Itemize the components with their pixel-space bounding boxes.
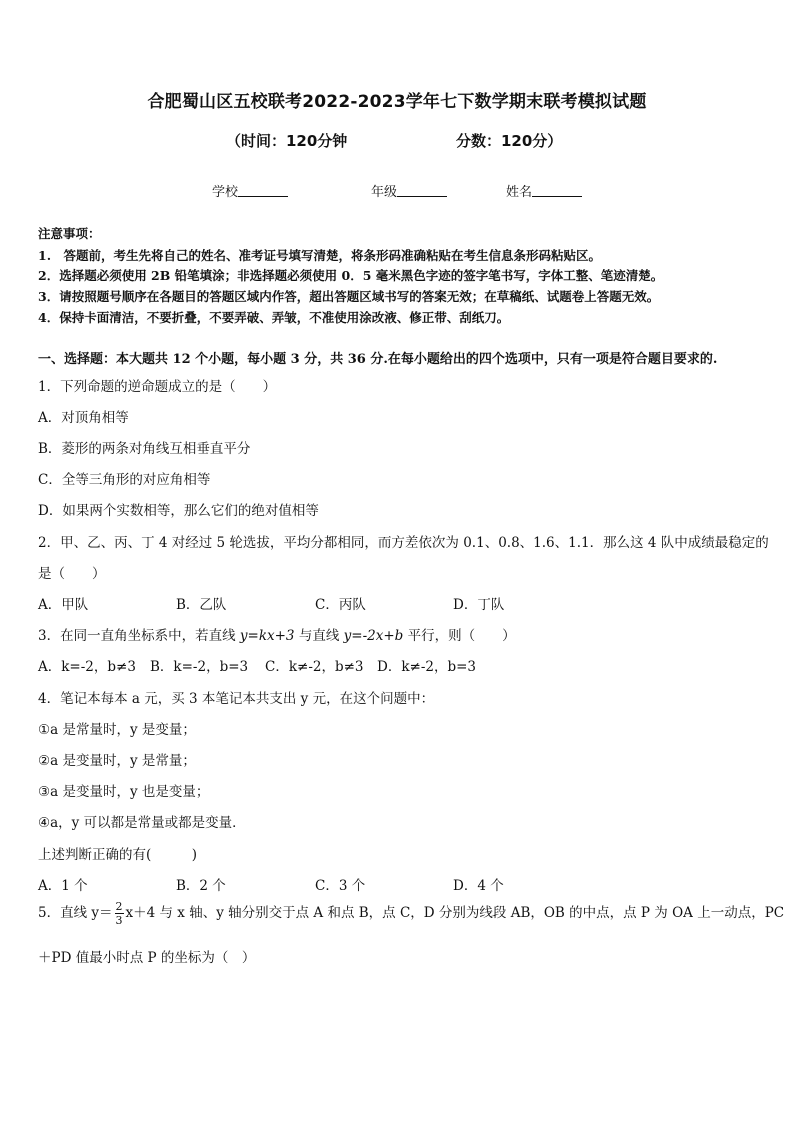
q4-option-c: C．3 个: [315, 878, 366, 894]
q3-option-d: D．k≠-2，b=3: [377, 659, 477, 675]
exam-time: （时间：120分钟: [226, 132, 348, 150]
fraction-numerator: 2: [115, 900, 123, 913]
q4-option-a: A．1 个: [38, 878, 88, 894]
q3-option-a: A．k=-2，b≠3: [38, 659, 136, 675]
q4-option-d: D．4 个: [453, 878, 504, 894]
q5-text: 5．直线 y＝: [38, 905, 113, 921]
q1-option-b: B．菱形的两条对角线互相垂直平分: [38, 441, 251, 457]
school-blank[interactable]: [238, 184, 288, 197]
grade-field: [371, 181, 447, 200]
q2-option-d: D．丁队: [453, 597, 505, 613]
grade-label: 年级: [371, 185, 398, 200]
page-title: 合肥蜀山区五校联考2022-2023学年七下数学期末联考模拟试题: [147, 92, 647, 112]
q2-option-b: B．乙队: [176, 597, 227, 613]
question-5-stem-cont: ＋PD 值最小时点 P 的坐标为（ ）: [38, 950, 256, 966]
question-4-stem: 4．笔记本每本 a 元，买 3 本笔记本共支出 y 元，在这个问题中：: [38, 691, 435, 707]
q3-option-c: C．k≠-2，b≠3: [265, 659, 364, 675]
notice-item: 2．选择题必须使用 2B 铅笔填涂；非选择题必须使用 0．5 毫米黑色字迹的签字笔书写，字体工整、笔迹清楚。: [38, 268, 664, 283]
q1-option-a: A．对顶角相等: [38, 410, 129, 426]
notice-item: 3．请按照题号顺序在各题目的答题区域内作答，超出答题区域书写的答案无效；在草稿纸、试题卷上答题无效。: [38, 289, 660, 304]
q5-fraction: [115, 900, 124, 927]
q4-statement: ④a，y 可以都是常量或都是变量．: [38, 815, 246, 831]
q4-statement: ③a 是变量时，y 也是变量；: [38, 784, 210, 800]
q4-judge: 上述判断正确的有( ): [38, 847, 198, 863]
q4-statement: ②a 是变量时，y 是常量；: [38, 753, 196, 769]
grade-blank[interactable]: [397, 184, 447, 197]
exam-score: 分数：120分）: [456, 132, 563, 150]
q3-line-2: y=-2x+b: [343, 628, 404, 644]
notice-heading: 注意事项：: [38, 226, 101, 241]
q2-option-a: A．甲队: [38, 597, 89, 613]
name-blank[interactable]: [532, 184, 582, 197]
question-1-stem: 1．下列命题的逆命题成立的是（ ）: [38, 379, 277, 395]
q3-line-1: y=kx+3: [239, 628, 295, 644]
notice-item: 4．保持卡面清洁，不要折叠，不要弄破、弄皱，不准使用涂改液、修正带、刮纸刀。: [38, 310, 510, 325]
q2-option-c: C．丙队: [315, 597, 366, 613]
q4-option-b: B．2 个: [176, 878, 226, 894]
name-label: 姓名: [506, 185, 533, 200]
name-field: [506, 181, 582, 200]
question-5-stem: [38, 900, 784, 927]
question-2-stem: 2．甲、乙、丙、丁 4 对经过 5 轮选拔，平均分都相同，而方差依次为 0.1、0.8、1.6、1.1．那么这 4 队中成绩最稳定的: [38, 535, 769, 551]
question-2-stem-cont: 是（ ）: [38, 566, 106, 582]
school-label: 学校: [212, 185, 239, 200]
q3-text: 与直线: [294, 628, 344, 644]
q4-statement: ①a 是常量时，y 是变量；: [38, 722, 196, 738]
q3-option-b: B．k=-2，b=3: [150, 659, 249, 675]
q5-text: x＋4 与 x 轴、y 轴分别交于点 A 和点 B，点 C，D 分别为线段 AB，OB 的中点，点 P 为 OA 上一动点，PC: [125, 905, 785, 921]
question-3-stem: [38, 624, 516, 644]
fraction-denominator: 3: [115, 914, 123, 927]
notice-item: 1. 答题前，考生先将自己的姓名、准考证号填写清楚，将条形码准确粘贴在考生信息条形码粘贴区。: [38, 248, 602, 263]
q3-text: 平行，则（ ）: [403, 628, 516, 644]
q1-option-d: D．如果两个实数相等，那么它们的绝对值相等: [38, 503, 319, 519]
school-field: [212, 181, 288, 200]
section-heading: 一、选择题：本大题共 12 个小题，每小题 3 分，共 36 分.在每小题给出的四个选项中，只有一项是符合题目要求的.: [38, 352, 718, 367]
q1-option-c: C．全等三角形的对应角相等: [38, 472, 211, 488]
q3-text: 3．在同一直角坐标系中，若直线: [38, 628, 240, 644]
